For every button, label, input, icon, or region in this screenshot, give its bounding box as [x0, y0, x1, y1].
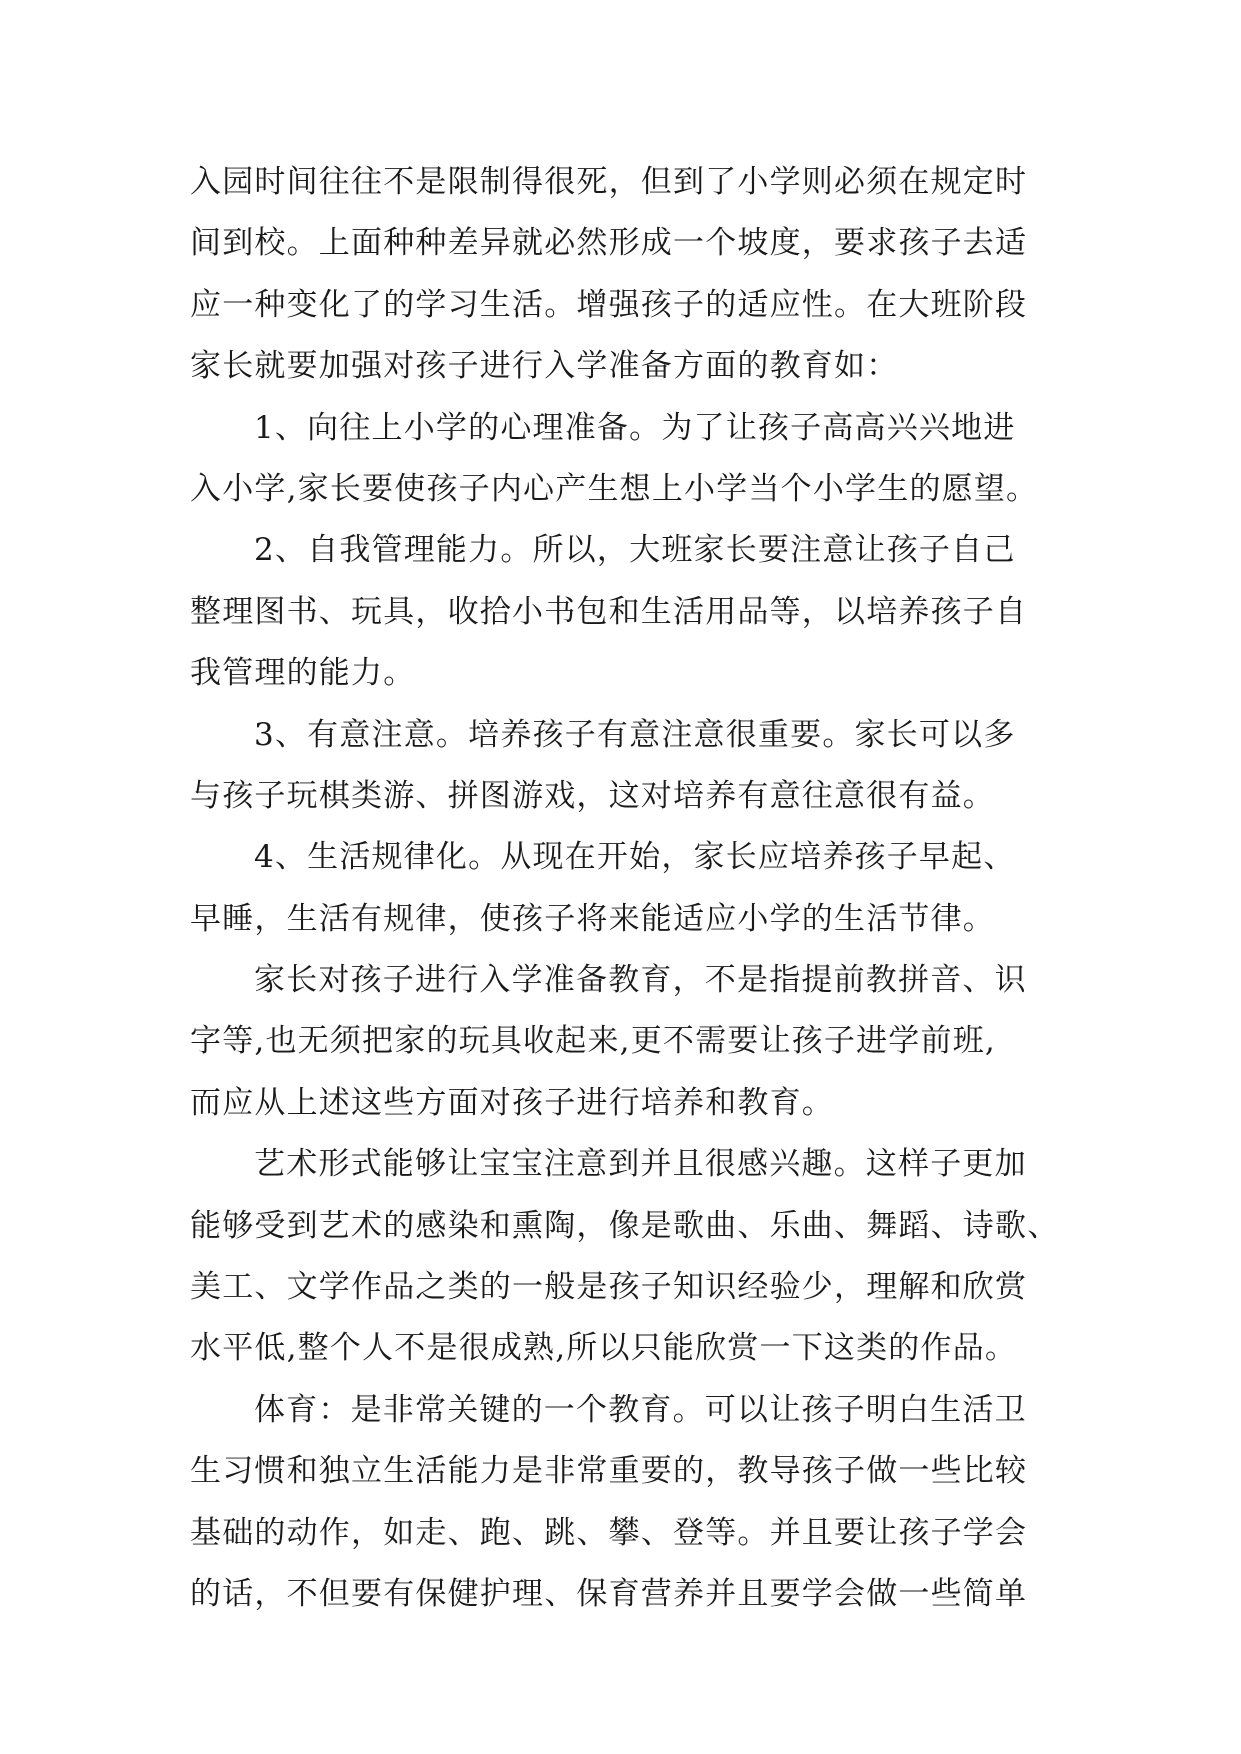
text-line: 间到校。上面种种差异就必然形成一个坡度，要求孩子去适 — [190, 225, 1028, 262]
paragraph-first-line: 3、有意注意。培养孩子有意注意很重要。家长可以多 — [254, 716, 1016, 753]
document-body — [190, 152, 1060, 1625]
text-line: 整理图书、玩具，收拾小书包和生活用品等，以培养孩子自 — [190, 593, 1028, 630]
text-line: 字等,也无须把家的玩具收起来,更不需要让孩子进学前班, — [190, 1023, 996, 1060]
text-line: 基础的动作，如走、跑、跳、攀、登等。并且要让孩子学会 — [190, 1514, 1028, 1551]
text-line: 入小学,家长要使孩子内心产生想上小学当个小学生的愿望。 — [190, 470, 1039, 507]
paragraph-first-line: 1、向往上小学的心理准备。为了让孩子高高兴兴地进 — [254, 409, 1016, 446]
text-line: 生习惯和独立生活能力是非常重要的，教导孩子做一些比较 — [190, 1453, 1028, 1490]
paragraph-first-line: 家长对孩子进行入学准备教育，不是指提前教拼音、识 — [254, 962, 1027, 999]
text-line: 而应从上述这些方面对孩子进行培养和教育。 — [190, 1084, 834, 1121]
text-line: 家长就要加强对孩子进行入学准备方面的教育如： — [190, 348, 899, 385]
text-line: 能够受到艺术的感染和熏陶，像是歌曲、乐曲、舞蹈、诗歌、 — [190, 1207, 1060, 1244]
text-line: 入园时间往往不是限制得很死，但到了小学则必须在规定时 — [190, 164, 1028, 200]
text-line: 我管理的能力。 — [190, 655, 416, 692]
text-line: 应一种变化了的学习生活。增强孩子的适应性。在大班阶段 — [190, 286, 1028, 323]
text-line: 早睡，生活有规律，使孩子将来能适应小学的生活节律。 — [190, 900, 995, 937]
text-line: 的话，不但要有保健护理、保育营养并且要学会做一些简单 — [190, 1575, 1028, 1612]
text-line: 美工、文学作品之类的一般是孩子知识经验少，理解和欣赏 — [190, 1269, 1028, 1306]
paragraph-first-line: 4、生活规律化。从现在开始，家长应培养孩子早起、 — [254, 839, 1016, 876]
text-line: 与孩子玩棋类游、拼图游戏，这对培养有意往意很有益。 — [190, 777, 995, 814]
text-line: 水平低,整个人不是很成熟,所以只能欣赏一下这类的作品。 — [190, 1330, 1018, 1367]
paragraph-first-line: 2、自我管理能力。所以，大班家长要注意让孩子自己 — [254, 532, 1016, 569]
paragraph-first-line: 体育：是非常关键的一个教育。可以让孩子明白生活卫 — [254, 1391, 1027, 1428]
paragraph-first-line: 艺术形式能够让宝宝注意到并且很感兴趣。这样子更加 — [254, 1146, 1027, 1183]
